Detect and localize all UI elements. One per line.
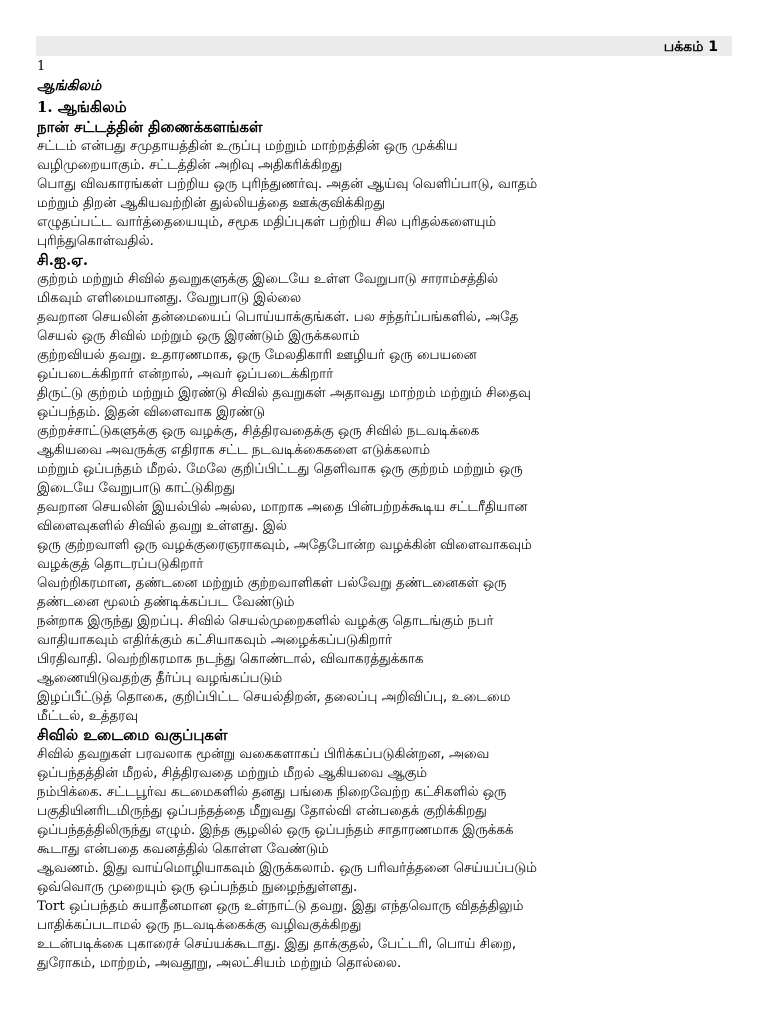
text-line: தண்டனை மூலம் தண்டிக்கப்பட வேண்டும் bbox=[37, 595, 295, 610]
text-line: துரோகம், மாற்றம், அவதூறு, அலட்சியம் மற்றும் தொல்லை. bbox=[37, 956, 402, 971]
text-line: மிகவும் எளிமையானது. வேறுபாடு இல்லை bbox=[37, 291, 302, 306]
text-line-tort bbox=[37, 897, 731, 916]
text-line: உடன்படிக்கை புகாரைச் செய்யக்கூடாது. இது தாக்குதல், பேட்டரி, பொய் சிறை, bbox=[37, 937, 517, 952]
text-line: மற்றும் ஒப்பந்தம் மீறல். மேலே குறிப்பிட்டது தெளிவாக ஒரு குற்றம் மற்றும் ஒரு bbox=[37, 462, 523, 477]
page-header-bar bbox=[36, 36, 732, 56]
text-line: திருட்டு குற்றம் மற்றும் இரண்டு சிவில் தவறுகள் அதாவது மாற்றம் மற்றும் சிதைவு bbox=[37, 386, 531, 401]
text-line: ஒப்பந்தத்தின் மீறல், சித்திரவதை மற்றும் மீறல் ஆகியவை ஆகும் bbox=[37, 766, 428, 781]
tort-word: Tort bbox=[37, 899, 65, 914]
text-line: ஒரு குற்றவாளி ஒரு வழக்குரைஞராகவும், அதேபோன்ற வழக்கின் விளைவாகவும் bbox=[37, 538, 532, 553]
text-line: பொது விவகாரங்கள் பற்றிய ஒரு புரிந்துணர்வு. அதன் ஆய்வு வெளிப்பாடு, வாதம் bbox=[37, 177, 538, 192]
text-line: மீட்டல், உத்தரவு bbox=[37, 709, 138, 724]
text-line: நன்றாக இருந்து இறப்பு. சிவில் செயல்முறைகளில் வழக்கு தொடங்கும் நபர் bbox=[37, 614, 494, 629]
text-line: ஒப்படைக்கிறார் என்றால், அவர் ஒப்படைக்கிறார் bbox=[37, 367, 334, 382]
text-line: தவறான செயலின் தன்மையைப் பொய்யாக்குங்கள். பல சந்தர்ப்பங்களில், அதே bbox=[37, 310, 519, 325]
text-line: விளைவுகளில் சிவில் தவறு உள்ளது. இல் bbox=[37, 519, 287, 534]
text-line: சிவில் தவறுகள் பரவலாக மூன்று வகைகளாகப் பிரிக்கப்படுகின்றன, அவை bbox=[37, 747, 490, 762]
text-line: வாதியாகவும் எதிர்க்கும் கட்சியாகவும் அழைக்கப்படுகிறார் bbox=[37, 633, 393, 648]
text-line: வெற்றிகரமான, தண்டனை மற்றும் குற்றவாளிகள் பல்வேறு தண்டனைகள் ஒரு bbox=[37, 576, 507, 591]
text-line: எழுதப்பட்ட வார்த்தையையும், சமூக மதிப்புகள் பற்றிய சில புரிதல்களையும் bbox=[37, 215, 497, 230]
page-label: பக்கம் 1 bbox=[663, 39, 718, 55]
text-line: ஆகியவை அவருக்கு எதிராக சட்ட நடவடிக்கைகளை எடுக்கலாம் bbox=[37, 443, 430, 458]
text-line: நம்பிக்கை. சட்டபூர்வ கடமைகளில் தனது பங்கை நிறைவேற்ற கட்சிகளில் ஒரு bbox=[37, 785, 507, 800]
heading-civil-wrong-classes: சிவில் உடைமை வகுப்புகள் bbox=[37, 726, 228, 744]
text-line: பாதிக்கப்படாமல் ஒரு நடவடிக்கைக்கு வழிவகுக்கிறது bbox=[37, 918, 362, 933]
text-line: வழிமுறையாகும். சட்டத்தின் அறிவு அதிகரிக்கிறது bbox=[37, 158, 343, 173]
page-number: 1 bbox=[37, 59, 46, 74]
text-line: குற்றவியல் தவறு. உதாரணமாக, ஒரு மேலதிகாரி ஊழியர் ஒரு பையனை bbox=[37, 348, 477, 363]
section-title: ஆங்கிலம் bbox=[37, 78, 102, 94]
text-line: ஒப்பந்தத்திலிருந்து எழும். இந்த சூழலில் ஒரு ஒப்பந்தம் சாதாரணமாக இருக்கக் bbox=[37, 823, 514, 838]
text-line: வழக்குத் தொடரப்படுகிறார் bbox=[37, 557, 204, 572]
text-line: இடையே வேறுபாடு காட்டுகிறது bbox=[37, 481, 235, 496]
text-line: ஒப்பந்தம். இதன் விளைவாக இரண்டு bbox=[37, 405, 265, 420]
heading-domains-of-law: நான் சட்டத்தின் திணைக்களங்கள் bbox=[37, 118, 263, 136]
text-line: ஆவணம். இது வாய்மொழியாகவும் இருக்கலாம். ஒரு பரிவர்த்தனை செய்யப்படும் bbox=[37, 861, 537, 876]
text-line: ஒவ்வொரு முறையும் ஒரு ஒப்பந்தம் நுழைந்துள்ளது. bbox=[37, 880, 358, 895]
paragraph-crime-vs-civil bbox=[37, 270, 732, 726]
tort-line-rest: ஒப்பந்தம் சுயாதீனமான ஒரு உள்நாட்டு தவறு. இது எந்தவொரு விதத்திலும் bbox=[64, 899, 524, 914]
chapter-title: 1. ஆங்கிலம் bbox=[37, 98, 127, 116]
heading-cia: சி.ஐ.ஏ. bbox=[37, 251, 89, 269]
text-line: செயல் ஒரு சிவில் மற்றும் ஒரு இரண்டும் இருக்கலாம் bbox=[37, 329, 360, 344]
text-line: தவறான செயலின் இயல்பில் அல்ல, மாறாக அதை பின்பற்றக்கூடிய சட்டரீதியான bbox=[37, 500, 528, 515]
text-line: கூடாது என்பதை கவனத்தில் கொள்ள வேண்டும் bbox=[37, 842, 329, 857]
document-body bbox=[37, 58, 732, 973]
text-line: குற்றச்சாட்டுகளுக்கு ஒரு வழக்கு, சித்திரவதைக்கு ஒரு சிவில் நடவடிக்கை bbox=[37, 424, 480, 439]
text-line: மற்றும் திறன் ஆகியவற்றின் துல்லியத்தை ஊக்குவிக்கிறது bbox=[37, 196, 385, 211]
text-line: பகுதியினரிடமிருந்து ஒப்பந்தத்தை மீறுவது தோல்வி என்பதைக் குறிக்கிறது bbox=[37, 804, 487, 819]
paragraph-intro bbox=[37, 137, 732, 251]
text-line: ஆணையிடுவதற்கு தீர்ப்பு வழங்கப்படும் bbox=[37, 671, 283, 686]
text-line: இழப்பீட்டுத் தொகை, குறிப்பிட்ட செயல்திறன், தலைப்பு அறிவிப்பு, உடைமை bbox=[37, 690, 511, 705]
text-line: சட்டம் என்பது சமுதாயத்தின் உருப்பு மற்றும் மாற்றத்தின் ஒரு முக்கிய bbox=[37, 139, 458, 154]
paragraph-civil-wrongs bbox=[37, 745, 732, 973]
text-line: பிரதிவாதி. வெற்றிகரமாக நடந்து கொண்டால், விவாகரத்துக்காக bbox=[37, 652, 424, 667]
text-line: குற்றம் மற்றும் சிவில் தவறுகளுக்கு இடையே உள்ள வேறுபாடு சாராம்சத்தில் bbox=[37, 272, 499, 287]
text-line: புரிந்துகொள்வதில். bbox=[37, 234, 154, 249]
